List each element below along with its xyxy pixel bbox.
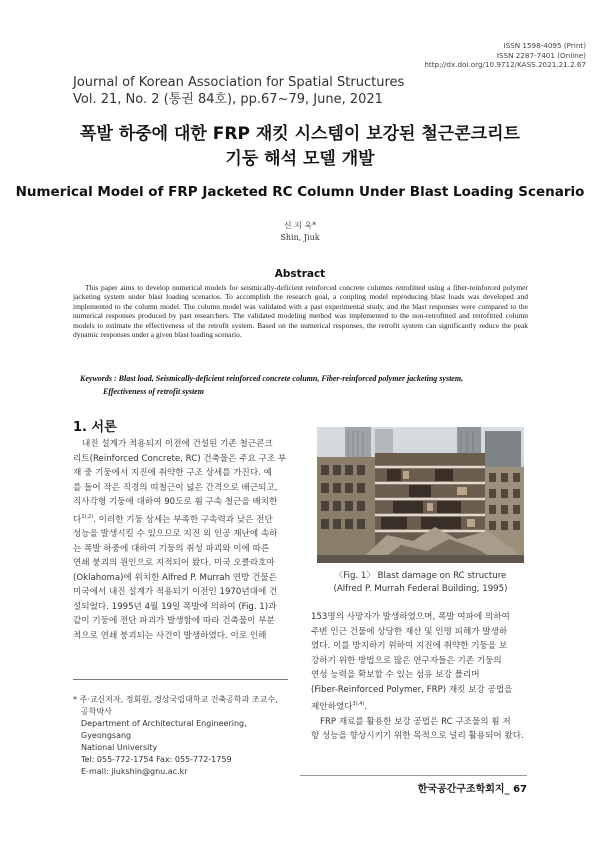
caption-line2: (Alfred P. Murrah Federal Building, 1995) [333, 584, 508, 594]
figure-1-caption [317, 570, 524, 596]
text-line: 연성 능력을 확보할 수 있는 섬유 보강 폴리머 [311, 670, 480, 681]
text-line: 재 중 기둥에서 지진에 취약한 구조 상세를 가진다. 예 [73, 468, 272, 479]
volume-info: Vol. 21, No. 2 (통권 84호), pp.67~79, June, 2021 [73, 92, 383, 107]
text-line: 설되었다. 1995년 4월 19일 폭발에 의하여 (Fig. 1)과 [73, 601, 277, 612]
text-line: 항 성능을 향상시키기 위한 목적으로 널리 활용되어 왔다. [311, 731, 524, 742]
text-line: 강하기 위한 방법으로 많은 연구자들은 기존 기둥의 [311, 655, 502, 666]
footer-divider [300, 775, 527, 776]
text-line: 미국에서 내진 설계가 적용되기 이전인 1970년대에 건 [73, 587, 278, 598]
korean-title [0, 122, 600, 172]
footnote-line: National University [81, 743, 158, 752]
keywords-line2: Effectiveness of retrofit system [103, 387, 204, 396]
text-line: (Fiber-Reinforced Polymer, FRP) 재킷 보강 공법을 [311, 684, 513, 695]
journal-info [73, 74, 404, 108]
issn-block [424, 41, 586, 70]
text-line: 였다. 이를 방지하기 위하여 지진에 취약한 기둥을 보 [311, 641, 508, 652]
abstract-heading: Abstract [274, 268, 326, 280]
issn-print: ISSN 1598-4095 (Print) [503, 41, 586, 50]
text-line: 같이 기둥에 전단 파괴가 발생함에 따라 건축물이 부분 [73, 616, 275, 627]
korean-title-line1: 폭발 하중에 대한 FRP 재킷 시스템이 보강된 철근콘크리트 [80, 124, 520, 144]
footnote-line: 공학박사 [81, 707, 112, 716]
text-line-with-ref: 제안하였다$^{3),4)}$. [311, 701, 368, 713]
text-line: FRP 재료를 활용한 보강 공법은 RC 구조물의 휨 저 [320, 716, 511, 727]
doi-link[interactable]: http://dx.doi.org/10.9712/KASS.2021.21.2.67 [424, 60, 586, 69]
text-line: 내진 설계가 적용되지 이전에 건설된 기존 철근콘크 [82, 439, 273, 449]
section-heading-intro: 1. 서론 [73, 420, 117, 435]
author-korean: 신 지 욱* [283, 221, 317, 230]
text-line: 적으로 연쇄 붕괴되는 사건이 발생하였다. 이로 인해 [73, 630, 267, 641]
caption-line1: 〈Fig. 1〉 Blast damage on RC structure [334, 571, 507, 581]
right-column-text [311, 610, 527, 744]
text-line: 153명의 사망자가 발생하였으며, 폭발 여파에 의하여 [311, 612, 510, 622]
footnote-line: Department of Architectural Engineering, Gyeongsang [81, 719, 247, 740]
text-line: 연쇄 붕괴의 원인으로 지적되어 왔다. 미국 오클라호마 [73, 558, 275, 569]
issn-online: ISSN 2287-7401 (Online) [496, 50, 586, 60]
text-line: 를 들어 작은 직경의 띠철근이 넓은 간격으로 배근되고, [73, 482, 278, 493]
footnote-email[interactable]: E-mail: jiukshin@gnu.ac.kr [81, 767, 188, 776]
text-line: 직사각형 기둥에 대하여 90도로 휨 구속 철근을 배치한 [73, 497, 278, 508]
journal-name: Journal of Korean Association for Spatial Structures [73, 75, 405, 90]
reference-3-4[interactable]: 3),4) [352, 701, 365, 708]
keywords-label: Keywords : [80, 374, 119, 383]
abstract-text: This paper aims to develop numerical models for seismically-deficient reinforced concrete columns retrofitted using a fiber-reinforced polymer jacketing system under blast loading scenarios. To accomplish the research goal, a coupling model reproducing blast loads was developed and implemented to the column model. The column model was validated with a past experimental study, and the blast responses were compared to the numerical responses produced by past researchers. The validated modeling method was implemented to the non-retrofitted and retrofitted column models to estimate the effectiveness of the retrofit system. Based on the numerical responses, the retrofit system can significantly reduce the peak dynamic responses under a given blast loading scenario. [73, 283, 528, 340]
text-line: 주변 인근 건물에 상당한 재산 및 인명 피해가 발생하 [311, 626, 508, 637]
keywords-line1: Blast load, Seismically-deficient reinforced concrete column, Fiber-reinforced polymer jacketing system, [118, 374, 464, 383]
text-line-with-ref: 다$^{1),2)}$. 이러한 기둥 상세는 부족한 구속력과 낮은 전단 [73, 513, 273, 525]
text-line: 리트(Reinforced Concrete, RC) 건축물은 주요 구조 부 [73, 453, 287, 464]
keywords [80, 372, 526, 398]
footnote [73, 694, 288, 778]
author-english: Shin, Jiuk [280, 233, 320, 242]
left-column-text [73, 437, 289, 644]
page-footer: 한국공간구조학회지_ 67 [417, 784, 527, 795]
text-line: (Oklahoma)에 위치한 Alfred P. Murrah 연방 건물은 [73, 572, 277, 583]
footnote-line: Tel: 055-772-1754 Fax: 055-772-1759 [81, 755, 232, 764]
footnote-divider [73, 679, 288, 680]
figure-1-photo [317, 427, 524, 563]
building-damage-image [317, 427, 524, 563]
reference-1-2[interactable]: 1),2) [81, 513, 94, 520]
korean-title-line2: 기둥 해석 모델 개발 [225, 149, 375, 169]
text-line: 는 폭발 하중에 대하여 기둥의 취성 파괴와 이에 따른 [73, 543, 270, 554]
text-line: 성능을 발생시킬 수 있으므로 지진 외 인공 재난에 속하 [73, 529, 278, 540]
footnote-line: * 주·교신저자, 정회원, 경상국립대학교 건축공학과 조교수, [73, 695, 278, 704]
english-title: Numerical Model of FRP Jacketed RC Column Under Blast Loading Scenario [15, 184, 585, 200]
